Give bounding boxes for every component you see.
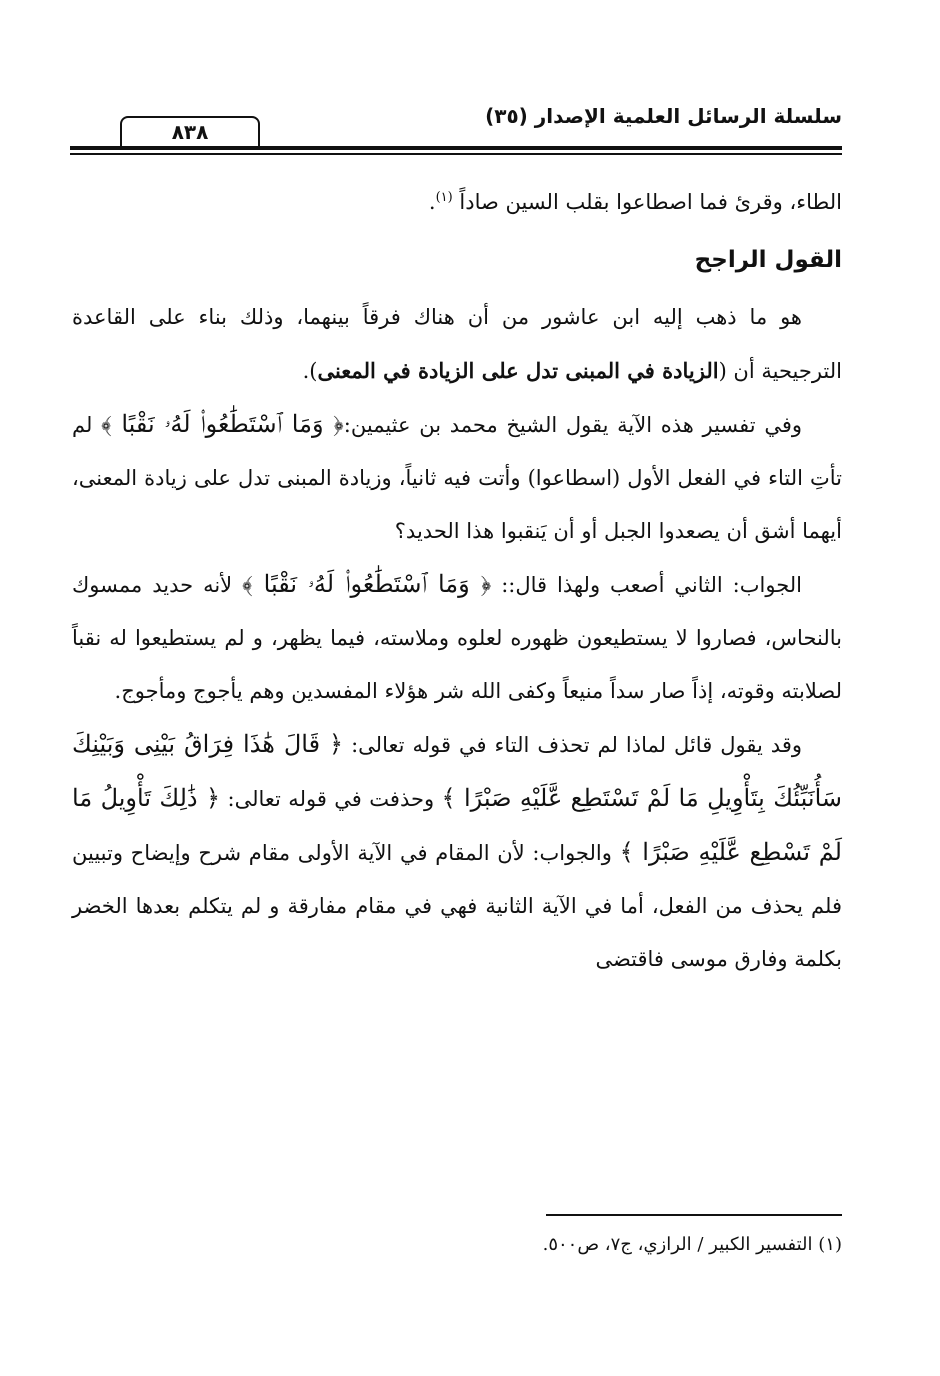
paragraph-text: الجواب: الثاني أصعب ولهذا قال::: [491, 573, 802, 597]
paragraph-answer: [72, 558, 842, 718]
paragraph-text: لأنه حديد ممسوك بالنحاس، فصاروا لا يستطيعون ظهوره لعلوه وملاسته، فيما يظهر، و لم يستطيعوا له نقباً لصلابته وقوته، إذاً صار سداً منيعاً وكفى الله شر هؤلاء المفسدين وهم يأجوج ومأجوج.: [72, 573, 842, 703]
paragraph-uthaymeen: [72, 398, 842, 558]
bold-rule-text: الزيادة في المبنى تدل على الزيادة في المعنى: [317, 358, 719, 383]
quran-verse: ﴿ وَمَا ٱسْتَطَٰعُوا۟ لَهُۥ نَقْبًا ﴾: [101, 410, 344, 438]
paragraph-text: وقد يقول قائل لماذا لم تحذف التاء في قوله تعالى:: [343, 733, 802, 757]
paragraph-text: لم تأتِ التاء في الفعل الأول (اسطاعوا) وأتت فيه ثانياً، وزيادة المبنى تدل على زيادة المعنى، أيهما أشق أن يصعدوا الجبل أو أن يَنقبوا هذا الحديد؟: [72, 413, 842, 543]
paragraph-text: وحذفت في قوله تعالى:: [220, 787, 442, 811]
paragraph-preferred-opinion: [72, 291, 842, 398]
page-header: [70, 100, 842, 160]
paragraph-question: [72, 718, 842, 986]
paragraph-text: والجواب: لأن المقام في الآية الأولى مقام شرح وإيضاح وتبيين فلم يحذف من الفعل، أما في الآية الثانية فهي في مقام مفارقة و لم يتكلم بعدها الخضر بكلمة وفارق موسى فاقتضى: [72, 841, 842, 971]
header-rule-thin: [70, 153, 842, 155]
paragraph-continuation: [72, 176, 842, 229]
quran-verse: ﴿ وَمَا ٱسْتَطَٰعُوا۟ لَهُۥ نَقْبًا ﴾: [242, 570, 492, 598]
paragraph-text: الطاء، وقرئ فما اصطاعوا بقلب السين صاداً: [459, 190, 842, 214]
paragraph-text: هو ما ذهب إليه ابن عاشور من أن هناك فرقاً بينهما، وذلك بناء على القاعدة الترجيحية أن (: [72, 305, 842, 383]
quran-verse: ﴿ ذَٰلِكَ تَأْوِيلُ مَا لَمْ تَسْطِع عَّلَيْهِ صَبْرًا ﴾: [72, 784, 842, 866]
paragraph-text: وفي تفسير هذه الآية يقول الشيخ محمد بن عثيمين:: [343, 413, 802, 437]
footnote-separator: [546, 1214, 842, 1216]
footnote-reference: (١): [435, 190, 453, 205]
paragraph-end: ).: [302, 359, 318, 383]
section-heading: القول الراجح: [694, 247, 842, 273]
quran-verse: ﴿ قَالَ هَٰذَا فِرَاقُ بَيْنِى وَبَيْنِكَ سَأُنَبِّئُكَ بِتَأْوِيلِ مَا لَمْ تَسْتَطِع عَّلَيْهِ صَبْرًا ﴾: [72, 730, 842, 812]
main-text: [72, 176, 842, 986]
paragraph-end: .: [428, 190, 436, 214]
header-rule-thick: [70, 146, 842, 150]
series-title: سلسلة الرسائل العلمية الإصدار (٣٥): [485, 104, 842, 128]
page-number: ٨٣٨: [120, 116, 260, 146]
footnote: (١) التفسير الكبير / الرازي، ج٧، ص٥٠٠.: [542, 1234, 842, 1255]
